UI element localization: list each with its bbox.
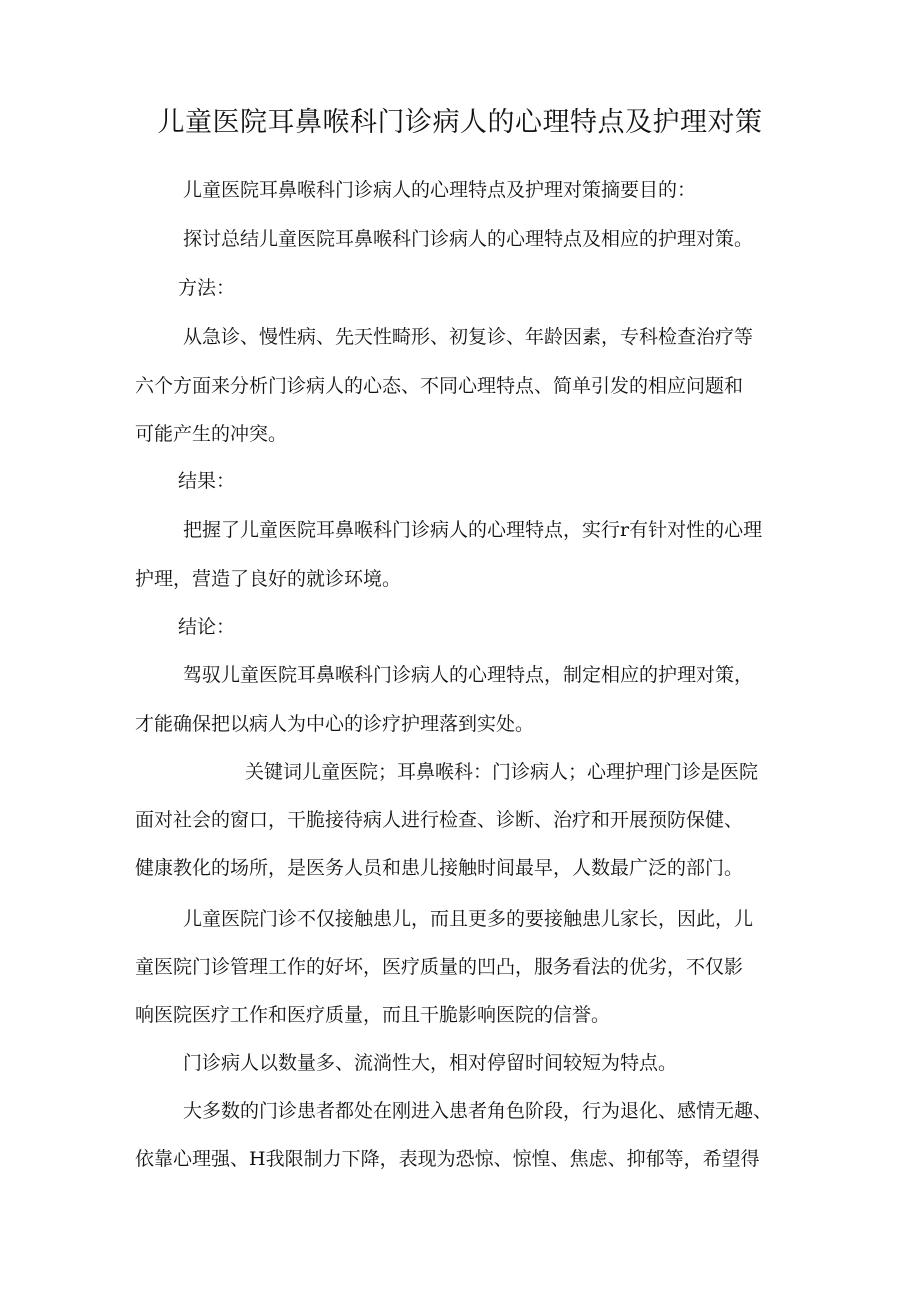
paragraph-line-management-1: 儿童医院门诊不仅接触患儿，而且更多的要接触患儿家长，因此，儿 xyxy=(183,908,754,930)
section-label-result: 结果： xyxy=(178,470,236,492)
paragraph-line-abstract-purpose: 儿童医院耳鼻喉科门诊病人的心理特点及护理对策摘要目的： xyxy=(183,179,697,201)
paragraph-line-method-2: 六个方面来分析门诊病人的心态、不同心理特点、简单引发的相应问题和 xyxy=(135,375,744,397)
paragraph-line-keywords: 关键词儿童医院；耳鼻喉科：门诊病人；心理护理门诊是医院 xyxy=(245,761,759,783)
paragraph-line-patients-2: 依靠心理强、H我限制力下降，表现为恐惊、惊惶、焦虑、抑郁等，希望得 xyxy=(135,1148,760,1170)
paragraph-line-management-3: 响医院医疗工作和医疗质量，而且干脆影响医院的信誉。 xyxy=(135,1004,611,1026)
section-label-conclusion: 结论： xyxy=(178,616,236,638)
paragraph-line-result-1: 把握了儿童医院耳鼻喉科门诊病人的心理特点，实行r有针对性的心理 xyxy=(183,519,763,541)
paragraph-line-conclusion-1: 驾驭儿童医院耳鼻喉科门诊病人的心理特点，制定相应的护理对策， xyxy=(183,664,754,686)
paragraph-line-purpose-text: 探讨总结儿童医院耳鼻喉科门诊病人的心理特点及相应的护理对策。 xyxy=(183,228,754,250)
paragraph-line-method-1: 从急诊、慢性病、先天性畸形、初复诊、年龄因素，专科检查治疗等 xyxy=(183,326,754,348)
paragraph-line-outpatient-2: 健康教化的场所，是医务人员和患儿接触时间最早，人数最广泛的部门。 xyxy=(135,857,744,879)
paragraph-line-method-3: 可能产生的冲突。 xyxy=(135,423,288,445)
paragraph-line-result-2: 护理，营造了良好的就诊环境。 xyxy=(135,568,402,590)
paragraph-line-features: 门诊病人以数量多、流淌性大，相对停留时间较短为特点。 xyxy=(183,1052,678,1074)
paragraph-line-outpatient-1: 面对社会的窗口，干脆接待病人进行检查、诊断、治疗和开展预防保健、 xyxy=(135,809,744,831)
section-label-method: 方法： xyxy=(178,277,236,299)
paragraph-line-conclusion-2: 才能确保把以病人为中心的诊疗护理落到实处。 xyxy=(135,713,535,735)
paragraph-line-patients-1: 大多数的门诊患者都处在刚进入患者角色阶段，行为退化、感情无趣、 xyxy=(183,1100,773,1122)
document-title: 儿童医院耳鼻喉科门诊病人的心理特点及护理对策 xyxy=(157,107,763,138)
paragraph-line-management-2: 童医院门诊管理工作的好坏，医疗质量的凹凸，服务看法的优劣，不仅影 xyxy=(135,956,744,978)
